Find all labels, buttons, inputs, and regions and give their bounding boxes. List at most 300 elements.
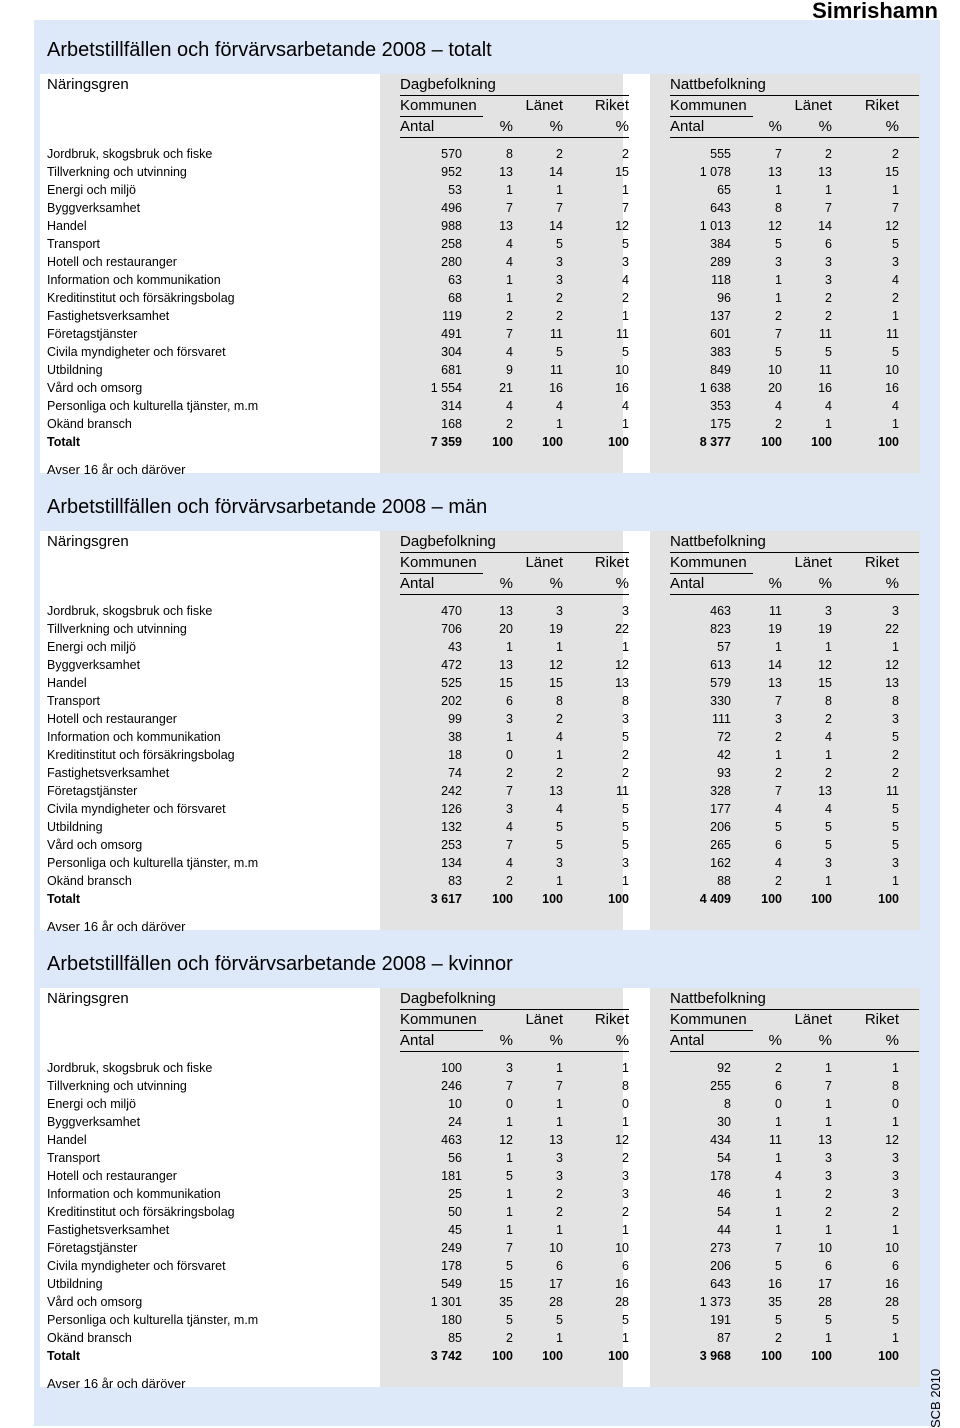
value-cell: 4 [556,399,563,413]
value-cell: 4 [825,802,832,816]
industry-name: Utbildning [47,820,103,834]
header-rule [670,594,919,595]
value-cell: 178 [710,1169,731,1183]
industry-name: Civila myndigheter och försvaret [47,345,226,359]
value-cell: 206 [710,1259,731,1273]
industry-name: Tillverkning och utvinning [47,165,187,179]
value-cell: 57 [717,640,731,654]
value-cell: 4 [775,399,782,413]
value-cell: 4 [825,399,832,413]
value-cell: 178 [441,1259,462,1273]
value-cell: 20 [499,622,513,636]
value-cell: 6 [825,237,832,251]
value-cell: 12 [615,219,629,233]
industry-header: Näringsgren [47,990,129,1007]
value-cell: 24 [448,1115,462,1129]
value-cell: 470 [441,604,462,618]
industry-name: Jordbruk, skogsbruk och fiske [47,1061,213,1075]
industry-name: Personliga och kulturella tjänster, m.m [47,399,259,413]
value-cell: 12 [549,658,563,672]
value-cell: 13 [818,1133,832,1147]
value-cell: 28 [885,1295,899,1309]
value-cell: 5 [825,1313,832,1327]
value-cell: 5 [556,237,563,251]
table-row [40,182,920,200]
value-cell: 5 [622,820,629,834]
value-cell: 1 [825,417,832,431]
value-cell: 25 [448,1187,462,1201]
table-row [40,693,920,711]
value-cell: 100 [492,1349,513,1363]
percent-header: % [549,575,563,592]
table-row [40,873,920,891]
value-cell: 11 [550,363,563,377]
industry-name: Handel [47,1133,87,1147]
value-cell: 13 [818,784,832,798]
value-cell: 2 [556,1205,563,1219]
day-population-header: Dagbefolkning [400,990,496,1007]
table-row [40,362,920,380]
value-cell: 10 [448,1097,462,1111]
value-cell: 4 [506,255,513,269]
header-rule [670,1009,919,1010]
value-cell: 472 [441,658,462,672]
header-row [40,74,920,95]
value-cell: 613 [710,658,731,672]
value-cell: 1 [556,417,563,431]
value-cell: 3 742 [430,1349,462,1363]
header-rule [400,552,629,553]
value-cell: 18 [448,748,462,762]
table-row [40,1078,920,1096]
value-cell: 13 [499,604,513,618]
industry-name: Transport [47,237,101,251]
value-cell: 74 [448,766,462,780]
header-rule [670,137,919,138]
value-cell: 7 [506,784,513,798]
value-cell: 12 [615,1133,629,1147]
data-table [40,74,920,477]
value-cell: 16 [549,381,563,395]
value-cell: 2 [825,147,832,161]
percent-header: % [499,575,513,592]
value-cell: 463 [710,604,731,618]
value-cell: 1 [506,1205,513,1219]
value-cell: 17 [549,1277,563,1291]
industry-name: Vård och omsorg [47,838,143,852]
value-cell: 72 [717,730,731,744]
value-cell: 849 [710,363,731,377]
value-cell: 126 [441,802,462,816]
value-cell: 3 [892,712,899,726]
value-cell: 643 [710,1277,731,1291]
value-cell: 3 [825,1169,832,1183]
value-cell: 100 [761,892,782,906]
industry-name: Byggverksamhet [47,658,141,672]
value-cell: 96 [717,291,731,305]
table-row [40,1222,920,1240]
value-cell: 44 [717,1223,731,1237]
value-cell: 1 [825,748,832,762]
value-cell: 3 [556,604,563,618]
footnote: Avser 16 år och däröver [47,462,186,477]
value-cell: 7 [892,201,899,215]
value-cell: 19 [818,622,832,636]
value-cell: 1 [556,640,563,654]
percent-header: % [499,118,513,135]
value-cell: 2 [556,712,563,726]
antal-header: Antal [670,118,705,135]
percent-header: % [885,118,899,135]
value-cell: 0 [506,748,513,762]
value-cell: 1 [825,183,832,197]
value-cell: 1 [556,183,563,197]
value-cell: 5 [622,802,629,816]
value-cell: 2 [506,766,513,780]
table-row [40,1330,920,1348]
industry-name: Hotell och restauranger [47,712,177,726]
value-cell: 1 [775,1115,782,1129]
industry-name: Transport [47,1151,101,1165]
value-cell: 3 [892,856,899,870]
value-cell: 45 [448,1223,462,1237]
value-cell: 100 [542,435,563,449]
header-rule [670,116,753,117]
industry-name: Hotell och restauranger [47,1169,177,1183]
value-cell: 16 [768,1277,782,1291]
value-cell: 2 [775,874,782,888]
value-cell: 15 [615,165,629,179]
value-cell: 11 [886,327,899,341]
value-cell: 7 [775,327,782,341]
value-cell: 1 [892,874,899,888]
value-cell: 1 [556,1061,563,1075]
value-cell: 11 [819,327,832,341]
value-cell: 1 [506,730,513,744]
value-cell: 1 [892,1223,899,1237]
kommunen-header: Kommunen [670,1011,747,1028]
industry-name: Vård och omsorg [47,1295,143,1309]
value-cell: 2 [775,309,782,323]
value-cell: 19 [768,622,782,636]
industry-name: Personliga och kulturella tjänster, m.m [47,1313,259,1327]
industry-name: Utbildning [47,1277,103,1291]
value-cell: 10 [885,363,899,377]
percent-header: % [768,1032,782,1049]
value-cell: 3 [556,1169,563,1183]
percent-header: % [615,1032,629,1049]
value-cell: 10 [549,1241,563,1255]
value-cell: 88 [717,874,731,888]
table-row [40,398,920,416]
percent-header: % [818,118,832,135]
value-cell: 2 [556,309,563,323]
value-cell: 42 [717,748,731,762]
value-cell: 6 [775,838,782,852]
value-cell: 8 [892,1079,899,1093]
value-cell: 3 [892,1169,899,1183]
industry-name: Civila myndigheter och försvaret [47,802,226,816]
value-cell: 56 [448,1151,462,1165]
table-row [40,272,920,290]
value-cell: 22 [615,622,629,636]
table-row [40,1204,920,1222]
industry-name: Företagstjänster [47,1241,138,1255]
industry-name: Byggverksamhet [47,201,141,215]
header-rule [400,137,629,138]
value-cell: 2 [506,1331,513,1345]
table-row [40,729,920,747]
value-cell: 4 [556,730,563,744]
value-cell: 434 [710,1133,731,1147]
value-cell: 280 [441,255,462,269]
value-cell: 3 [622,255,629,269]
section-title: Arbetstillfällen och förvärvsarbetande 2008 – män [47,496,488,518]
value-cell: 4 [622,399,629,413]
night-population-header: Nattbefolkning [670,533,766,550]
day-population-header: Dagbefolkning [400,76,496,93]
riket-header: Riket [864,554,899,571]
antal-header: Antal [670,575,705,592]
value-cell: 1 301 [430,1295,462,1309]
value-cell: 3 [892,1151,899,1165]
value-cell: 8 [892,694,899,708]
header-row [40,552,920,573]
table-row [40,1150,920,1168]
value-cell: 5 [825,838,832,852]
value-cell: 3 [506,802,513,816]
value-cell: 1 [825,1115,832,1129]
value-cell: 2 [825,1187,832,1201]
day-population-header: Dagbefolkning [400,533,496,550]
value-cell: 1 [506,640,513,654]
kommunen-header: Kommunen [670,554,747,571]
value-cell: 3 [622,1169,629,1183]
value-cell: 5 [775,820,782,834]
value-cell: 6 [892,1259,899,1273]
value-cell: 6 [622,1259,629,1273]
value-cell: 5 [775,1313,782,1327]
value-cell: 10 [818,1241,832,1255]
value-cell: 100 [811,435,832,449]
value-cell: 14 [818,219,832,233]
value-cell: 5 [622,237,629,251]
value-cell: 2 [622,147,629,161]
value-cell: 2 [892,1205,899,1219]
value-cell: 1 [556,1097,563,1111]
value-cell: 6 [506,694,513,708]
header-row [40,116,920,137]
value-cell: 2 [825,1205,832,1219]
value-cell: 7 359 [430,435,462,449]
value-cell: 952 [441,165,462,179]
value-cell: 304 [441,345,462,359]
value-cell: 63 [448,273,462,287]
value-cell: 7 [622,201,629,215]
data-table [40,988,920,1391]
value-cell: 3 [892,604,899,618]
header-row [40,95,920,116]
percent-header: % [549,118,563,135]
value-cell: 2 [506,417,513,431]
header-row [40,1009,920,1030]
value-cell: 181 [441,1169,462,1183]
value-cell: 525 [441,676,462,690]
table-row [40,657,920,675]
kommunen-header: Kommunen [400,97,477,114]
value-cell: 50 [448,1205,462,1219]
value-cell: 2 [556,766,563,780]
industry-name: Handel [47,219,87,233]
section-title: Arbetstillfällen och förvärvsarbetande 2008 – totalt [47,39,492,61]
value-cell: 2 [825,766,832,780]
table-row [40,837,920,855]
lanet-header: Länet [794,97,832,114]
industry-name: Okänd bransch [47,417,132,431]
value-cell: 100 [608,1349,629,1363]
value-cell: 30 [717,1115,731,1129]
value-cell: 3 [825,1151,832,1165]
value-cell: 1 [892,640,899,654]
value-cell: 8 [622,1079,629,1093]
value-cell: 1 [506,1223,513,1237]
value-cell: 1 [825,640,832,654]
value-cell: 1 [892,183,899,197]
value-cell: 1 [622,1223,629,1237]
footnote: Avser 16 år och däröver [47,919,186,934]
riket-header: Riket [864,97,899,114]
value-cell: 5 [622,1313,629,1327]
value-cell: 7 [506,1241,513,1255]
value-cell: 1 [825,1097,832,1111]
value-cell: 1 [556,1331,563,1345]
value-cell: 1 [556,748,563,762]
value-cell: 681 [441,363,462,377]
value-cell: 5 [622,838,629,852]
header-row [40,531,920,552]
value-cell: 1 [506,1115,513,1129]
value-cell: 13 [768,165,782,179]
value-cell: 1 [775,183,782,197]
value-cell: 3 [892,1187,899,1201]
value-cell: 4 [506,856,513,870]
table-row [40,254,920,272]
value-cell: 2 [775,766,782,780]
value-cell: 16 [885,381,899,395]
value-cell: 1 373 [699,1295,731,1309]
value-cell: 68 [448,291,462,305]
value-cell: 2 [892,291,899,305]
table-row [40,1132,920,1150]
value-cell: 265 [710,838,731,852]
value-cell: 10 [615,363,629,377]
table-row [40,380,920,398]
value-cell: 5 [556,820,563,834]
value-cell: 5 [775,1259,782,1273]
value-cell: 1 [556,1223,563,1237]
value-cell: 22 [885,622,899,636]
table-row [40,1186,920,1204]
value-cell: 100 [878,435,899,449]
value-cell: 2 [825,712,832,726]
value-cell: 11 [769,604,782,618]
total-row [40,891,920,909]
value-cell: 2 [506,874,513,888]
value-cell: 8 [724,1097,731,1111]
value-cell: 16 [818,381,832,395]
value-cell: 1 013 [699,219,731,233]
industry-name: Fastighetsverksamhet [47,309,170,323]
header-rule [400,1030,483,1031]
value-cell: 823 [710,622,731,636]
value-cell: 1 [775,640,782,654]
value-cell: 1 554 [430,381,462,395]
value-cell: 249 [441,1241,462,1255]
industry-name: Energi och miljö [47,1097,136,1111]
percent-header: % [768,118,782,135]
data-table [40,531,920,934]
value-cell: 12 [885,1133,899,1147]
value-cell: 137 [710,309,731,323]
value-cell: 643 [710,201,731,215]
value-cell: 4 [506,820,513,834]
value-cell: 3 [622,1187,629,1201]
value-cell: 12 [499,1133,513,1147]
value-cell: 4 [892,273,899,287]
value-cell: 5 [556,345,563,359]
value-cell: 13 [549,784,563,798]
value-cell: 13 [818,165,832,179]
value-cell: 1 [622,183,629,197]
value-cell: 8 377 [699,435,731,449]
table-row [40,621,920,639]
value-cell: 28 [549,1295,563,1309]
value-cell: 2 [892,147,899,161]
industry-name: Totalt [47,892,81,906]
riket-header: Riket [864,1011,899,1028]
industry-name: Fastighetsverksamhet [47,1223,170,1237]
value-cell: 5 [892,838,899,852]
kommunen-header: Kommunen [400,554,477,571]
value-cell: 1 [622,417,629,431]
value-cell: 100 [811,892,832,906]
value-cell: 2 [622,748,629,762]
value-cell: 15 [499,676,513,690]
table-row [40,765,920,783]
value-cell: 93 [717,766,731,780]
industry-name: Kreditinstitut och försäkringsbolag [47,1205,235,1219]
value-cell: 2 [775,1061,782,1075]
industry-header: Näringsgren [47,533,129,550]
source-label: SCB 2010 [928,1368,943,1428]
industry-name: Hotell och restauranger [47,255,177,269]
table-row [40,344,920,362]
value-cell: 10 [615,1241,629,1255]
table-row [40,200,920,218]
industry-name: Vård och omsorg [47,381,143,395]
table-row [40,1240,920,1258]
value-cell: 13 [885,676,899,690]
value-cell: 0 [506,1097,513,1111]
header-rule [400,594,629,595]
industry-name: Fastighetsverksamhet [47,766,170,780]
value-cell: 2 [622,1151,629,1165]
value-cell: 1 [622,1115,629,1129]
industry-header: Näringsgren [47,76,129,93]
value-cell: 13 [768,676,782,690]
value-cell: 17 [818,1277,832,1291]
lanet-header: Länet [794,554,832,571]
